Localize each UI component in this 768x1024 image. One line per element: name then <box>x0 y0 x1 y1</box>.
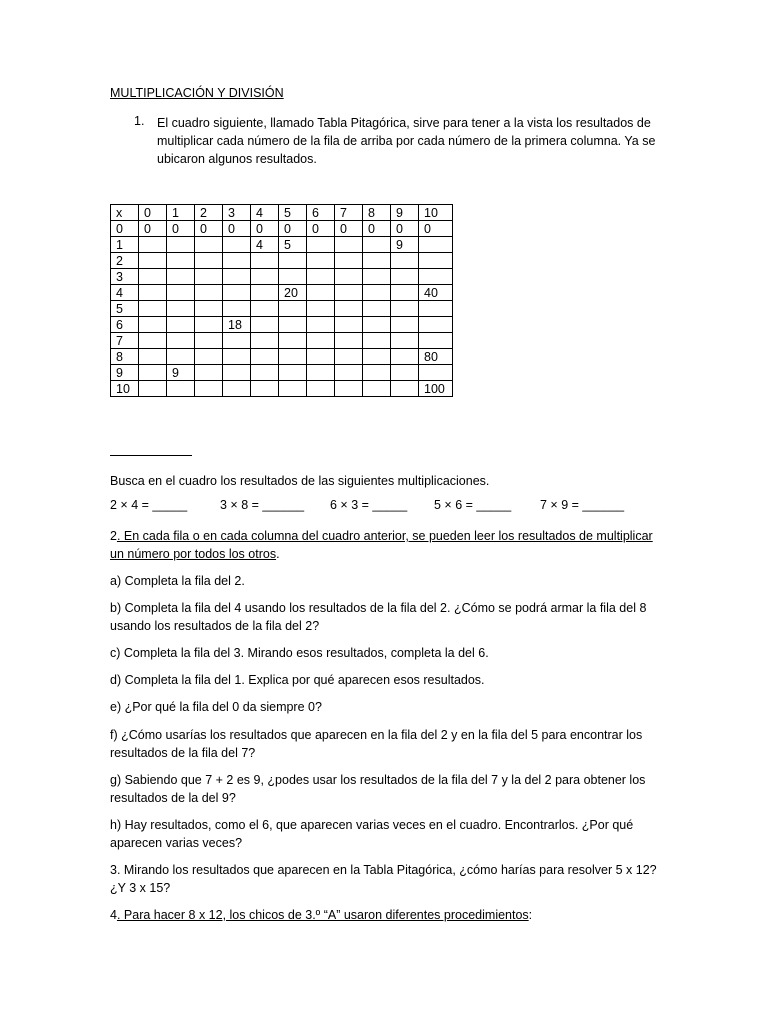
mult-exercise: 5 × 6 = _____ <box>434 498 512 512</box>
table-cell <box>223 237 251 253</box>
table-cell <box>195 365 223 381</box>
table-cell <box>223 349 251 365</box>
page-title: MULTIPLICACIÓN Y DIVISIÓN <box>110 86 284 100</box>
table-cell <box>335 333 363 349</box>
table-row <box>111 333 453 349</box>
table-cell: 0 <box>139 205 167 221</box>
table-cell <box>391 381 419 397</box>
table-cell <box>307 365 335 381</box>
table-cell <box>307 349 335 365</box>
table-cell: 2 <box>111 253 139 269</box>
table-cell <box>223 285 251 301</box>
table-cell <box>279 301 307 317</box>
separator-line <box>110 455 192 456</box>
table-cell: 0 <box>111 221 139 237</box>
table-cell <box>139 317 167 333</box>
table-cell: 0 <box>391 221 419 237</box>
question-1-number: 1. <box>134 114 145 128</box>
table-cell: 10 <box>419 205 453 221</box>
table-cell: 3 <box>223 205 251 221</box>
table-cell <box>335 237 363 253</box>
table-cell <box>335 365 363 381</box>
table-cell <box>167 285 195 301</box>
table-cell <box>391 253 419 269</box>
table-cell: 4 <box>251 237 279 253</box>
question-3: 3. Mirando los resultados que aparecen en la Tabla Pitagórica, ¿cómo harías para resolver 5 x 12? ¿Y 3 x 15? <box>110 863 657 895</box>
table-cell <box>307 237 335 253</box>
table-cell <box>391 285 419 301</box>
table-cell: 0 <box>363 221 391 237</box>
table-cell <box>251 365 279 381</box>
table-cell <box>139 365 167 381</box>
table-cell: 9 <box>167 365 195 381</box>
table-cell: 4 <box>251 205 279 221</box>
item-d: d) Completa la fila del 1. Explica por qué aparecen esos resultados. <box>110 673 485 687</box>
table-cell <box>139 381 167 397</box>
table-cell <box>195 349 223 365</box>
table-cell <box>139 253 167 269</box>
table-cell <box>139 237 167 253</box>
table-cell: 7 <box>111 333 139 349</box>
table-cell <box>391 301 419 317</box>
table-cell: 100 <box>419 381 453 397</box>
table-cell <box>279 365 307 381</box>
table-cell: 0 <box>251 221 279 237</box>
table-cell <box>391 365 419 381</box>
item-e: e) ¿Por qué la fila del 0 da siempre 0? <box>110 700 322 714</box>
item-a: a) Completa la fila del 2. <box>110 574 245 588</box>
table-cell <box>251 381 279 397</box>
table-cell <box>195 285 223 301</box>
table-cell <box>251 333 279 349</box>
table-cell <box>363 349 391 365</box>
table-cell: 20 <box>279 285 307 301</box>
table-cell: 3 <box>111 269 139 285</box>
table-cell <box>223 253 251 269</box>
table-cell <box>279 381 307 397</box>
table-cell <box>251 349 279 365</box>
item-c: c) Completa la fila del 3. Mirando esos resultados, completa la del 6. <box>110 646 489 660</box>
table-cell <box>335 253 363 269</box>
table-cell <box>419 365 453 381</box>
table-cell: 1 <box>167 205 195 221</box>
table-cell: 2 <box>195 205 223 221</box>
table-cell <box>335 269 363 285</box>
table-cell: 4 <box>111 285 139 301</box>
table-cell <box>167 381 195 397</box>
table-cell: x <box>111 205 139 221</box>
mult-exercise: 2 × 4 = _____ <box>110 498 188 512</box>
table-cell <box>391 317 419 333</box>
table-cell: 0 <box>195 221 223 237</box>
table-cell <box>251 301 279 317</box>
table-cell: 0 <box>419 221 453 237</box>
table-cell: 0 <box>139 221 167 237</box>
table-cell: 5 <box>279 205 307 221</box>
table-cell <box>279 333 307 349</box>
table-cell <box>167 333 195 349</box>
mult-exercise: 6 × 3 = _____ <box>330 498 408 512</box>
question-1-text: El cuadro siguiente, llamado Tabla Pitagórica, sirve para tener a la vista los resultados de multiplicar cada número de la fila de arriba por cada número de la primera columna. Ya se ubicaron algunos resultados. <box>157 116 656 166</box>
table-cell <box>251 269 279 285</box>
table-cell: 6 <box>111 317 139 333</box>
table-cell: 9 <box>111 365 139 381</box>
table-cell <box>251 317 279 333</box>
question-2 <box>110 527 670 563</box>
pythagorean-table <box>110 204 453 397</box>
table-cell <box>307 381 335 397</box>
item-b: b) Completa la fila del 4 usando los resultados de la fila del 2. ¿Cómo se podrá armar la fila del 8 usando los resultados de la fila del 2? <box>110 601 647 633</box>
table-cell <box>419 269 453 285</box>
table-cell <box>279 349 307 365</box>
table-cell <box>419 333 453 349</box>
table-cell <box>363 301 391 317</box>
table-cell <box>167 301 195 317</box>
table-cell: 5 <box>279 237 307 253</box>
table-cell <box>279 317 307 333</box>
question-4 <box>110 906 670 924</box>
table-row <box>111 285 453 301</box>
table-row <box>111 349 453 365</box>
table-row <box>111 237 453 253</box>
table-cell <box>335 285 363 301</box>
table-cell <box>307 253 335 269</box>
table-cell <box>139 333 167 349</box>
table-cell <box>167 317 195 333</box>
table-cell <box>391 269 419 285</box>
table-cell <box>335 349 363 365</box>
table-cell <box>419 253 453 269</box>
table-row <box>111 205 453 221</box>
question-4-number: 4 <box>110 908 117 922</box>
table-cell: 7 <box>335 205 363 221</box>
table-cell: 0 <box>279 221 307 237</box>
table-cell <box>195 333 223 349</box>
table-row <box>111 221 453 237</box>
busca-instruction: Busca en el cuadro los resultados de las siguientes multiplicaciones. <box>110 474 490 488</box>
table-cell <box>335 381 363 397</box>
table-cell <box>363 253 391 269</box>
table-cell <box>223 381 251 397</box>
table-cell: 1 <box>111 237 139 253</box>
table-cell <box>363 381 391 397</box>
table-cell <box>307 301 335 317</box>
table-cell <box>139 301 167 317</box>
table-cell: 0 <box>307 221 335 237</box>
table-cell: 0 <box>167 221 195 237</box>
question-4-text: . Para hacer 8 x 12, los chicos de 3.º “A” usaron diferentes procedimientos <box>116 908 529 922</box>
table-cell: 5 <box>111 301 139 317</box>
table-cell <box>391 349 419 365</box>
table-row <box>111 301 453 317</box>
table-cell: 9 <box>391 205 419 221</box>
table-cell <box>139 285 167 301</box>
table-cell: 6 <box>307 205 335 221</box>
table-cell: 0 <box>335 221 363 237</box>
table-cell <box>307 269 335 285</box>
table-cell <box>223 269 251 285</box>
table-cell <box>335 301 363 317</box>
table-cell <box>279 269 307 285</box>
table-row <box>111 365 453 381</box>
mult-exercise: 7 × 9 = ______ <box>540 498 625 512</box>
table-cell <box>251 253 279 269</box>
table-cell <box>363 365 391 381</box>
table-cell <box>363 333 391 349</box>
table-cell <box>139 269 167 285</box>
table-cell <box>363 237 391 253</box>
table-cell <box>335 317 363 333</box>
table-cell: 10 <box>111 381 139 397</box>
question-2-end: . <box>276 547 280 561</box>
table-cell <box>363 269 391 285</box>
item-f: f) ¿Cómo usarías los resultados que aparecen en la fila del 2 y en la fila del 5 para encontrar los resultados de la fila del 7? <box>110 728 643 760</box>
table-cell <box>307 333 335 349</box>
table-cell <box>195 237 223 253</box>
table-cell: 40 <box>419 285 453 301</box>
table-cell <box>419 301 453 317</box>
table-cell <box>167 269 195 285</box>
table-cell <box>223 365 251 381</box>
table-cell <box>195 301 223 317</box>
table-cell: 18 <box>223 317 251 333</box>
table-cell <box>307 317 335 333</box>
table-cell <box>307 285 335 301</box>
table-cell <box>419 317 453 333</box>
table-cell: 9 <box>391 237 419 253</box>
table-cell <box>195 381 223 397</box>
item-h: h) Hay resultados, como el 6, que aparecen varias veces en el cuadro. Encontrarlos. ¿Por qué aparecen varias veces? <box>110 818 634 850</box>
table-cell <box>223 333 251 349</box>
table-cell <box>363 285 391 301</box>
table-row <box>111 381 453 397</box>
table-cell <box>195 269 223 285</box>
table-cell <box>195 317 223 333</box>
table-cell <box>223 301 251 317</box>
table-row <box>111 253 453 269</box>
table-cell <box>251 285 279 301</box>
table-cell: 80 <box>419 349 453 365</box>
table-cell <box>419 237 453 253</box>
question-2-text: . En cada fila o en cada columna del cuadro anterior, se pueden leer los resultados de multiplicar un número por todos los otros <box>110 529 653 561</box>
mult-exercise: 3 × 8 = ______ <box>220 498 305 512</box>
item-g: g) Sabiendo que 7 + 2 es 9, ¿podes usar los resultados de la fila del 7 y la del 2 para obtener los resultados de la del 9? <box>110 773 646 805</box>
table-cell <box>195 253 223 269</box>
table-cell <box>363 317 391 333</box>
table-cell <box>279 253 307 269</box>
table-cell <box>167 237 195 253</box>
table-cell <box>167 349 195 365</box>
question-4-end: : <box>528 908 533 922</box>
question-2-number: 2 <box>110 529 117 543</box>
table-row <box>111 269 453 285</box>
table-cell: 0 <box>223 221 251 237</box>
table-cell: 8 <box>363 205 391 221</box>
table-cell <box>391 333 419 349</box>
table-cell <box>167 253 195 269</box>
table-cell <box>139 349 167 365</box>
table-row <box>111 317 453 333</box>
table-cell: 8 <box>111 349 139 365</box>
